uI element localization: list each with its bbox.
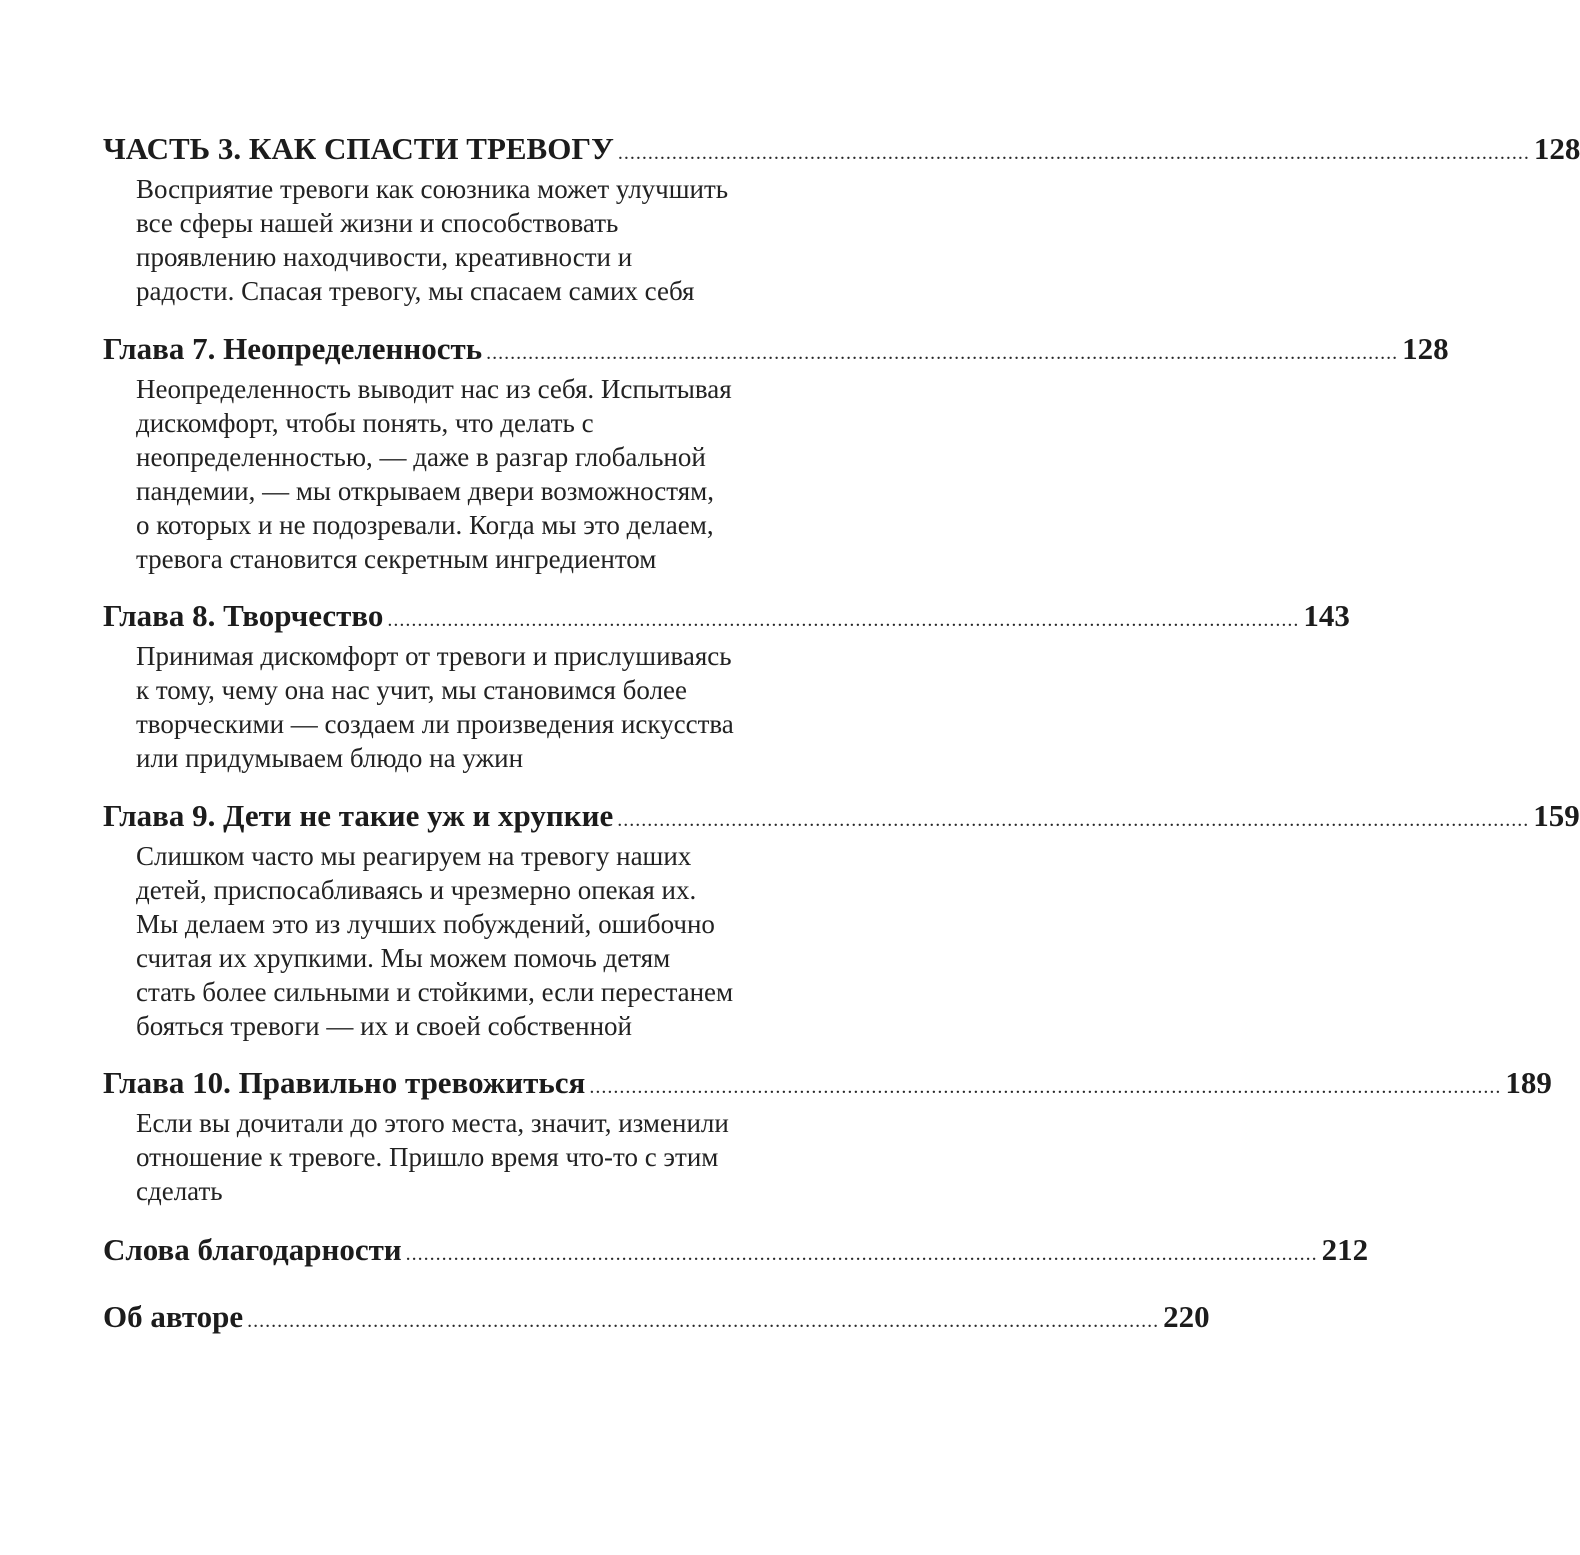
description-line: к тому, чему она нас учит, мы становимся более bbox=[136, 675, 688, 705]
description-line: радости. Спасая тревогу, мы спасаем самих себя bbox=[136, 276, 695, 306]
toc-title: Глава 7. Неопределенность bbox=[103, 331, 483, 366]
description-line: неопределенностью, — даже в разгар глобальной bbox=[136, 442, 706, 472]
toc-page-number: 128 bbox=[1533, 131, 1580, 166]
dot-leader: ........................................................................................................................................................ bbox=[589, 1076, 1502, 1098]
description-line: дискомфорт, чтобы понять, что делать с bbox=[136, 408, 594, 438]
toc-entry-chapter-10[interactable] bbox=[103, 1065, 1552, 1208]
toc-title: Глава 10. Правильно тревожиться bbox=[103, 1065, 586, 1100]
toc-page-number: 220 bbox=[1163, 1299, 1210, 1334]
toc-description bbox=[103, 1105, 848, 1208]
description-line: Восприятие тревоги как союзника может улучшить bbox=[136, 174, 729, 204]
description-line: сделать bbox=[136, 1176, 223, 1206]
toc-heading bbox=[103, 798, 1580, 838]
description-line: отношение к тревоге. Пришло время что-то с этим bbox=[136, 1142, 719, 1172]
description-line: стать более сильными и стойкими, если перестанем bbox=[136, 977, 734, 1007]
description-line: Принимая дискомфорт от тревоги и прислушиваясь bbox=[136, 641, 732, 671]
toc-heading bbox=[103, 1299, 1210, 1339]
toc-title: Глава 9. Дети не такие уж и хрупкие bbox=[103, 798, 614, 833]
toc-description bbox=[103, 171, 848, 308]
dot-leader: ........................................................................................................................................................ bbox=[247, 1310, 1160, 1332]
toc-entry-acknowledgements[interactable] bbox=[103, 1232, 1369, 1272]
description-line: или придумываем блюдо на ужин bbox=[136, 743, 524, 773]
description-line: Мы делаем это из лучших побуждений, ошибочно bbox=[136, 909, 715, 939]
dot-leader: ........................................................................................................................................................ bbox=[617, 809, 1530, 831]
description-line: Неопределенность выводит нас из себя. Испытывая bbox=[136, 374, 732, 404]
toc-entry-chapter-9[interactable] bbox=[103, 798, 1580, 1043]
toc-title: Об авторе bbox=[103, 1299, 244, 1334]
toc-entry-about-author[interactable] bbox=[103, 1299, 1210, 1339]
toc-page-number: 189 bbox=[1505, 1065, 1552, 1100]
toc-entry-chapter-7[interactable] bbox=[103, 331, 1449, 576]
description-line: о которых и не подозревали. Когда мы это делаем, bbox=[136, 510, 714, 540]
description-line: проявлению находчивости, креативности и bbox=[136, 242, 633, 272]
description-line: Если вы дочитали до этого места, значит, изменили bbox=[136, 1108, 729, 1138]
description-line: тревога становится секретным ингредиентом bbox=[136, 544, 657, 574]
toc-page-number: 143 bbox=[1303, 598, 1350, 633]
description-line: бояться тревоги — их и своей собственной bbox=[136, 1011, 632, 1041]
dot-leader: ........................................................................................................................................................ bbox=[617, 142, 1530, 164]
description-line: детей, приспосабливаясь и чрезмерно опекая их. bbox=[136, 875, 697, 905]
toc-heading bbox=[103, 1232, 1369, 1272]
description-line: считая их хрупкими. Мы можем помочь детям bbox=[136, 943, 671, 973]
description-line: все сферы нашей жизни и способствовать bbox=[136, 208, 619, 238]
toc-title: Слова благодарности bbox=[103, 1232, 402, 1267]
toc-entry-part3[interactable] bbox=[103, 131, 1580, 308]
toc-page-number: 128 bbox=[1402, 331, 1449, 366]
toc-page-number: 159 bbox=[1533, 798, 1580, 833]
description-line: пандемии, — мы открываем двери возможностям, bbox=[136, 476, 714, 506]
toc-title: ЧАСТЬ 3. КАК СПАСТИ ТРЕВОГУ bbox=[103, 131, 614, 166]
dot-leader: ........................................................................................................................................................ bbox=[387, 609, 1300, 631]
toc-title: Глава 8. Творчество bbox=[103, 598, 384, 633]
toc-heading bbox=[103, 131, 1580, 171]
toc-description bbox=[103, 838, 848, 1043]
toc-description bbox=[103, 371, 848, 576]
description-line: творческими — создаем ли произведения искусства bbox=[136, 709, 734, 739]
toc-heading bbox=[103, 598, 1350, 638]
dot-leader: ........................................................................................................................................................ bbox=[405, 1243, 1318, 1265]
toc-description bbox=[103, 638, 848, 775]
toc-heading bbox=[103, 1065, 1552, 1105]
toc-page-number: 212 bbox=[1321, 1232, 1369, 1267]
toc-entry-chapter-8[interactable] bbox=[103, 598, 1350, 775]
toc-heading bbox=[103, 331, 1449, 371]
dot-leader: ........................................................................................................................................................ bbox=[486, 342, 1399, 364]
description-line: Слишком часто мы реагируем на тревогу наших bbox=[136, 841, 692, 871]
